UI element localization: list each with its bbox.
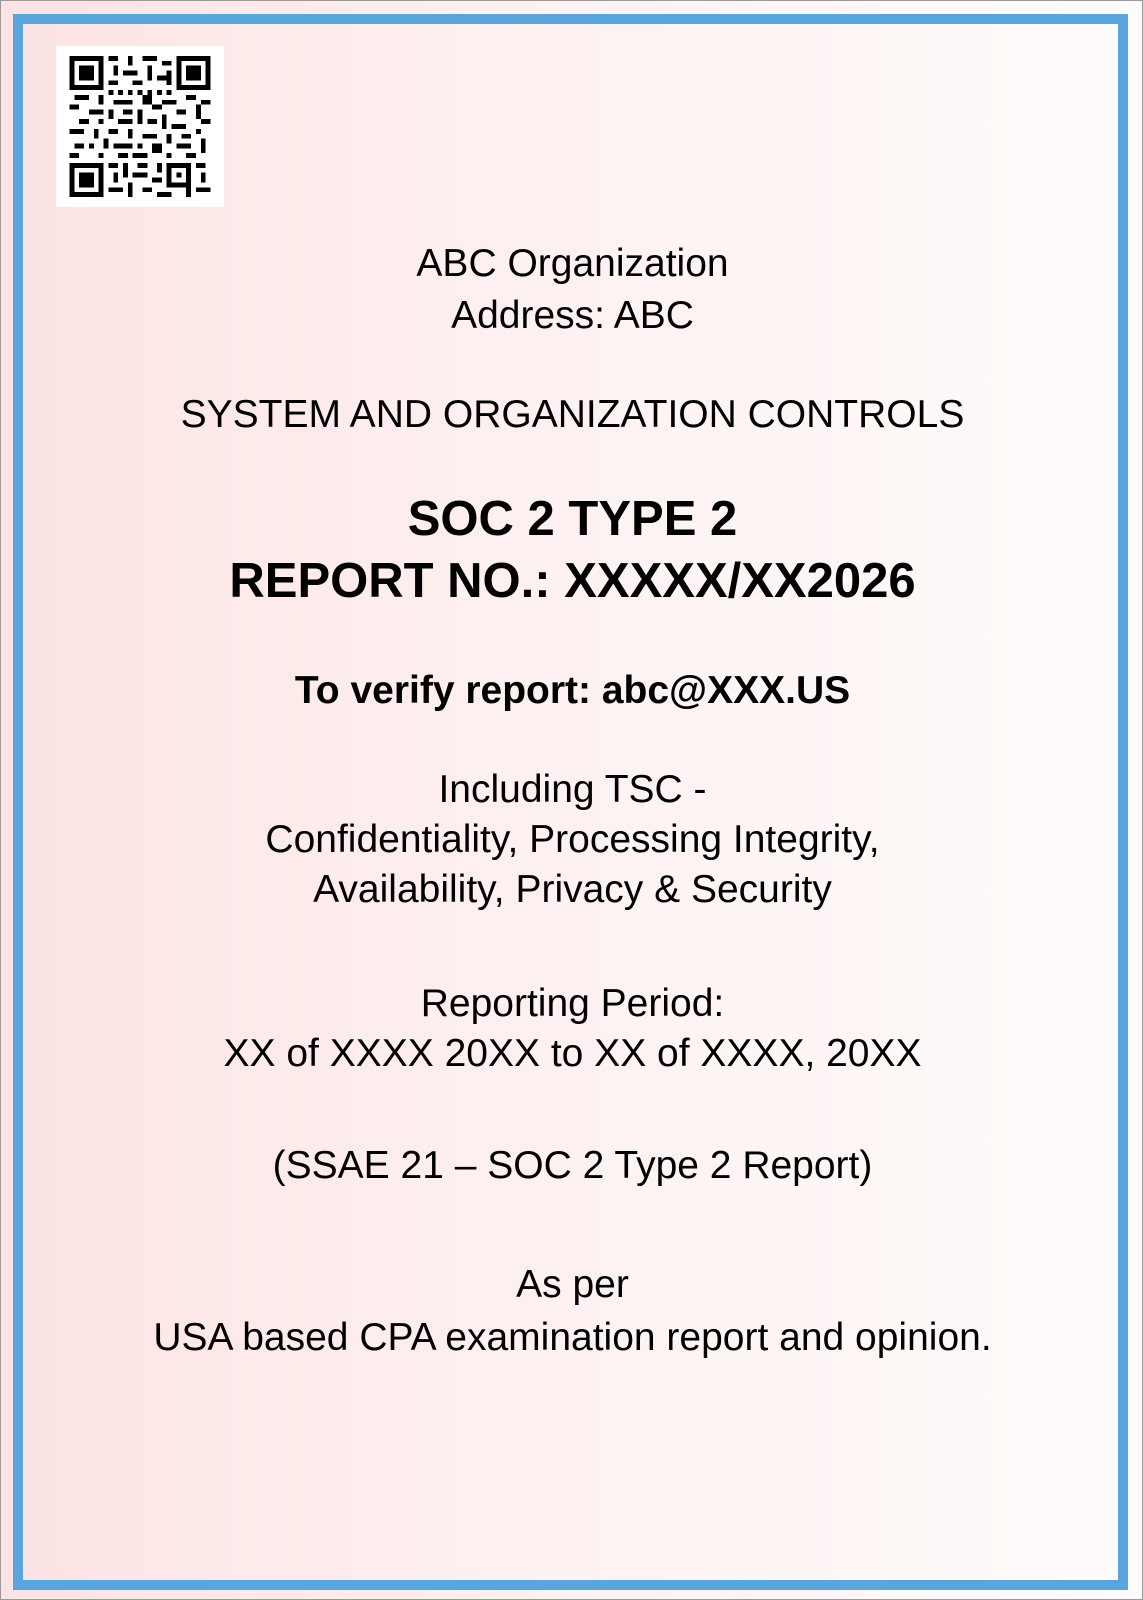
footer-line1: As per (516, 1263, 629, 1306)
organization-name: ABC Organization (416, 242, 729, 285)
reporting-period-value: XX of XXXX 20XX to XX of XXXX, 20XX (223, 1032, 922, 1075)
tsc-criteria-line1: Confidentiality, Processing Integrity, (265, 818, 880, 861)
report-number: REPORT NO.: XXXXX/XX2026 (229, 554, 916, 608)
qr-code-icon (66, 56, 214, 197)
standard-reference: (SSAE 21 – SOC 2 Type 2 Report) (272, 1144, 873, 1187)
verify-contact: To verify report: abc@XXX.US (294, 669, 851, 712)
qr-code (56, 46, 224, 207)
organization-address: Address: ABC (451, 294, 694, 337)
series-title: SYSTEM AND ORGANIZATION CONTROLS (180, 393, 965, 436)
report-type: SOC 2 TYPE 2 (407, 492, 738, 546)
tsc-intro: Including TSC - (438, 768, 707, 811)
footer-line2: USA based CPA examination report and opinion. (153, 1316, 992, 1359)
tsc-criteria-line2: Availability, Privacy & Security (313, 868, 832, 911)
reporting-period-label: Reporting Period: (420, 982, 725, 1025)
